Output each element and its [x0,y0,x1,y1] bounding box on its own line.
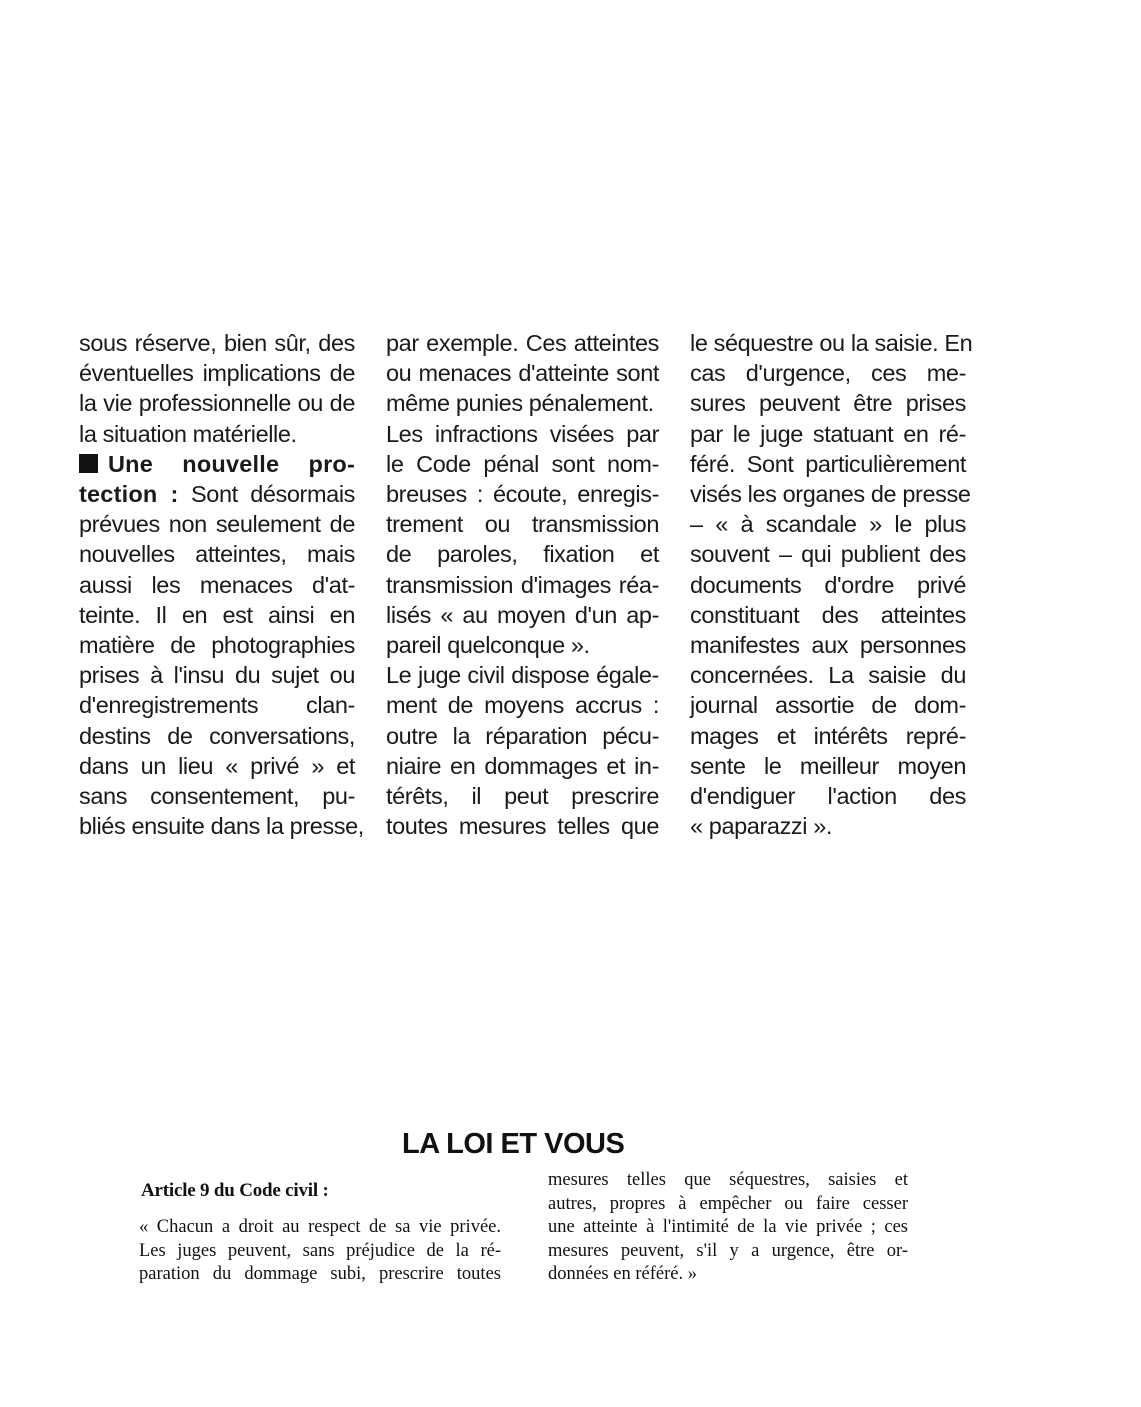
text-line: Le juge civil dispose égale- [386,662,659,689]
law-text-line: données en référé. » [548,1264,697,1285]
article-column-1 [79,328,364,841]
law-text-line: autres, propres à empêcher ou faire cesser [548,1193,908,1214]
article-column-3 [690,328,973,841]
text-line: la vie professionnelle ou de [79,390,355,417]
text-line: Les infractions visées par [386,420,659,447]
text-line: sente le meilleur moyen [690,752,966,779]
text-line: teinte. Il en est ainsi en [79,601,355,628]
text-line: par exemple. Ces atteintes [386,330,659,356]
law-text-line: mesures telles que séquestres, saisies et [548,1170,908,1190]
text-line: térêts, il peut prescrire [386,783,659,810]
text-line: destins de conversations, [79,722,355,749]
text-line: souvent – qui publient des [690,541,966,568]
law-text-left [139,1216,501,1287]
text-line: pareil quelconque ». [386,632,590,659]
text-line: nouvelles atteintes, mais [79,541,355,568]
law-text-line: « Chacun a droit au respect de sa vie privée. [139,1217,501,1237]
text-line: trement ou transmission [386,511,659,538]
law-box-title: LA LOI ET VOUS [402,1128,625,1160]
text-fragment: Sont désormais [178,481,355,508]
text-line: sures peuvent être prises [690,390,966,417]
section-heading: Une nouvelle pro- [108,450,355,477]
text-line: breuses : écoute, enregis- [386,481,659,508]
text-line: documents d'ordre privé [690,571,966,598]
text-line: de paroles, fixation et [386,541,659,568]
section-heading-end: tection : [79,481,179,508]
text-line: d'enregistrements clan- [79,692,355,719]
text-line: outre la réparation pécu- [386,722,659,749]
text-line: manifestes aux personnes [690,632,966,659]
text-line: lisés « au moyen d'un ap- [386,601,659,628]
text-line: sans consentement, pu- [79,783,355,810]
text-line: féré. Sont particulièrement [690,450,966,477]
text-line: ment de moyens accrus : [386,692,659,719]
text-line: matière de photographies [79,632,355,659]
text-line: ou menaces d'atteinte sont [386,360,659,387]
text-line: le séquestre ou la saisie. En [690,330,973,356]
text-line: bliés ensuite dans la presse, [79,813,364,840]
text-line: prévues non seulement de [79,511,355,538]
law-article-heading: Article 9 du Code civil : [141,1180,329,1201]
law-text-right [548,1169,908,1287]
text-line: le Code pénal sont nom- [386,450,659,477]
law-text-line: une atteinte à l'intimité de la vie privée ; ces [548,1217,908,1238]
section-heading-line [79,449,355,479]
law-text-line: mesures peuvent, s'il y a urgence, être or- [548,1240,908,1261]
law-text-line: paration du dommage subi, prescrire toutes [139,1264,501,1285]
text-line: journal assortie de dom- [690,692,966,719]
text-line: sous réserve, bien sûr, des [79,330,355,356]
text-line: dans un lieu « privé » et [79,752,355,779]
text-line: transmission d'images réa- [386,571,659,598]
text-line: mages et intérêts repré- [690,722,966,749]
text-line: visés les organes de presse [690,481,971,508]
text-line: « paparazzi ». [690,813,833,840]
text-line: – « à scandale » le plus [690,511,966,538]
text-line: concernées. La saisie du [690,662,966,689]
text-line: d'endiguer l'action des [690,783,966,810]
text-line: niaire en dommages et in- [386,752,659,779]
text-line: constituant des atteintes [690,601,966,628]
text-line: par le juge statuant en ré- [690,420,966,447]
law-text-line: Les juges peuvent, sans préjudice de la ré- [139,1240,501,1261]
text-line: éventuelles implications de [79,360,355,387]
text-line: cas d'urgence, ces me- [690,360,966,387]
text-line: toutes mesures telles que [386,813,659,840]
text-line: la situation matérielle. [79,420,297,447]
square-bullet-icon [79,454,98,473]
section-heading-line [79,479,355,509]
article-column-2 [386,328,659,841]
text-line: aussi les menaces d'at- [79,571,355,598]
text-line: prises à l'insu du sujet ou [79,662,355,689]
text-line: même punies pénalement. [386,390,654,417]
